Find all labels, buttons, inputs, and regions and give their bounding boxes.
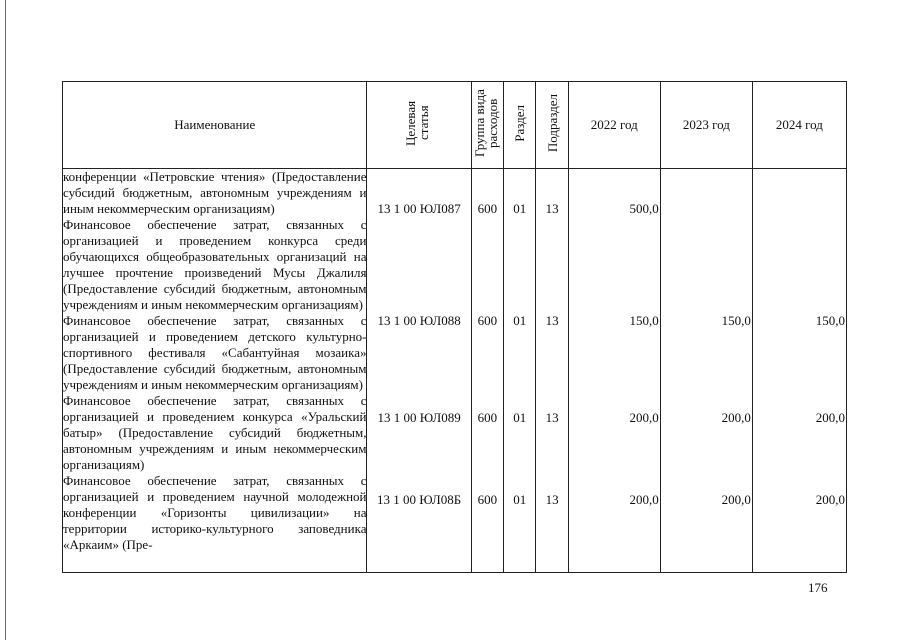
amount-2022: 500,0: [629, 201, 659, 216]
subsection-value: 13: [545, 313, 559, 328]
target-article-value: 13 1 00 ЮЛ087: [377, 201, 461, 216]
amount-2022: 200,0: [629, 492, 659, 507]
expense-group-value: 600: [477, 201, 498, 216]
expense-group-value: 600: [477, 313, 498, 328]
name-entry: конференции «Петровские чтения» (Предоставление субсидий бюджетным, автономным учреждениям и иным некоммерческим организациям): [63, 169, 367, 216]
header-row: [63, 82, 847, 169]
margin-rule: [5, 0, 6, 640]
target-article-value: 13 1 00 ЮЛ088: [377, 313, 461, 328]
header-subsection: Подраздел: [536, 82, 568, 169]
subsection-column: [536, 169, 568, 573]
amount-2022: 200,0: [629, 410, 659, 425]
header-name: Наименование: [63, 82, 367, 169]
header-section: Раздел: [504, 82, 536, 169]
year-2024-column: [752, 169, 846, 573]
amount-2024: 200,0: [815, 492, 845, 507]
amount-2024: 200,0: [815, 410, 845, 425]
name-entry: Финансовое обеспечение затрат, связанных с организацией и проведением конкурса среди обучающихся общеобразовательных организаций на лучшее прочтение произведений Мусы Джалиля (Предоставление субсидий бюджетным, автономным учреждениям и иным некоммерческим организациям): [63, 217, 367, 312]
target-article-value: 13 1 00 ЮЛ089: [377, 410, 461, 425]
expense-group-value: 600: [477, 492, 498, 507]
subsection-value: 13: [545, 201, 559, 216]
section-column: [504, 169, 536, 573]
amount-2024: 150,0: [815, 313, 845, 328]
section-value: 01: [513, 313, 527, 328]
expense-group-column: [471, 169, 503, 573]
amount-2023: 200,0: [721, 410, 751, 425]
expense-group-value: 600: [477, 410, 498, 425]
header-target-article: Целевая статья: [367, 82, 471, 169]
year-2023-column: [660, 169, 752, 573]
header-expense-group: Группа вида расходов: [471, 82, 503, 169]
section-value: 01: [513, 492, 527, 507]
header-year-2024: 2024 год: [752, 82, 846, 169]
amount-2022: 150,0: [629, 313, 659, 328]
subsection-value: 13: [545, 410, 559, 425]
header-year-2022: 2022 год: [568, 82, 660, 169]
header-year-2023: 2023 год: [660, 82, 752, 169]
name-entry: Финансовое обеспечение затрат, связанных с организацией и проведением детского культурно-спортивного фестиваля «Сабантуйная мозаика» (Предоставление субсидий бюджетным, автономным учреждениям и иным некоммерческим организациям): [63, 313, 367, 392]
name-entry: Финансовое обеспечение затрат, связанных с организацией и проведением конкурса «Уральский батыр» (Предоставление субсидий бюджетным, автономным учреждениям и иным некоммерческим организациям): [63, 393, 367, 472]
subsection-value: 13: [545, 492, 559, 507]
target-article-column: [367, 169, 471, 573]
year-2022-column: [568, 169, 660, 573]
name-column: [63, 169, 367, 573]
table-body-row: [63, 169, 847, 573]
name-entry: Финансовое обеспечение затрат, связанных с организацией и проведением научной молодежной конференции «Горизонты цивилизации» на территории историко-культурного заповедника «Аркаим» (Пре-: [63, 473, 367, 552]
amount-2023: 150,0: [721, 313, 751, 328]
page-number: 176: [808, 580, 828, 595]
target-article-value: 13 1 00 ЮЛ08Б: [376, 492, 462, 507]
budget-table: [62, 81, 847, 573]
section-value: 01: [513, 201, 527, 216]
section-value: 01: [513, 410, 527, 425]
amount-2023: 200,0: [721, 492, 751, 507]
